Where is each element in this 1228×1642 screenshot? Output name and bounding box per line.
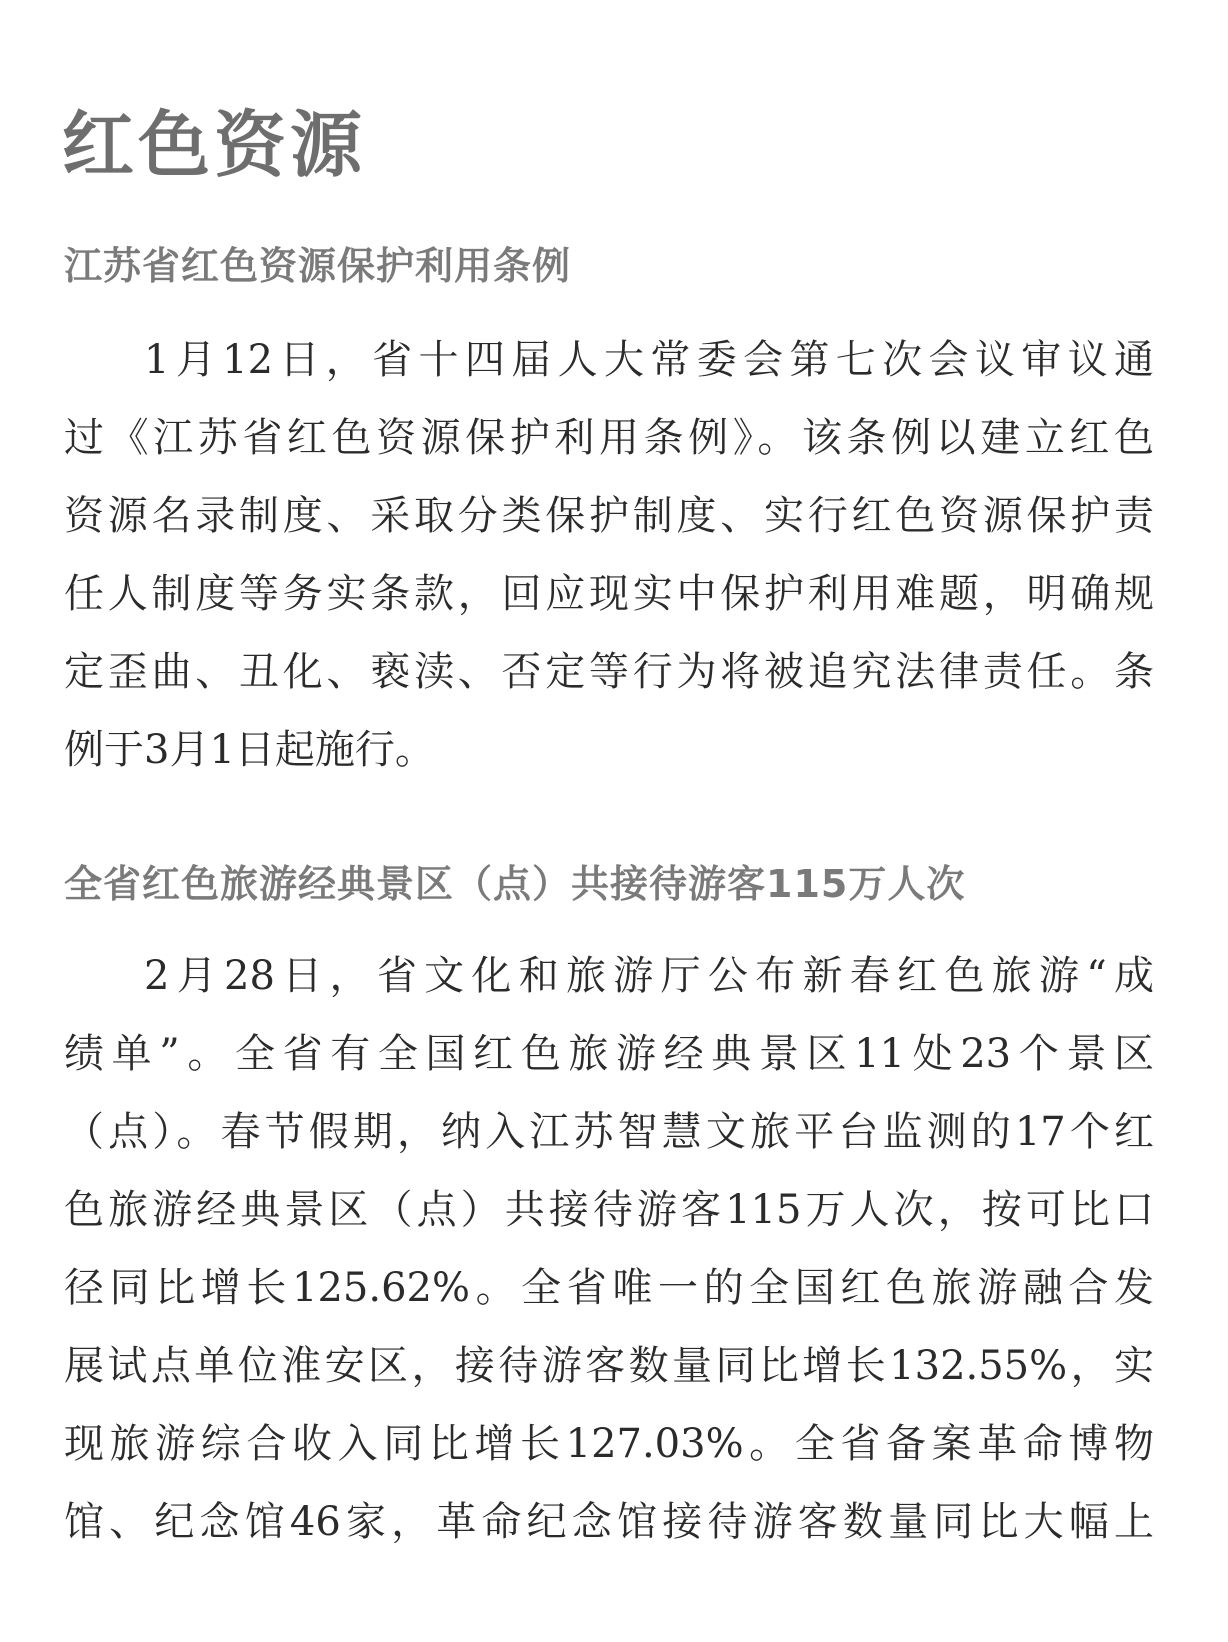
paragraph-line: （点）。春节假期，纳入江苏智慧文旅平台监测的17个红 bbox=[64, 1109, 1154, 1155]
paragraph-line: 例于3月1日起施行。 bbox=[64, 727, 435, 773]
paragraph-line: 现旅游综合收入同比增长127.03%。全省备案革命博物 bbox=[64, 1421, 1154, 1467]
paragraph-line: 1月12日，省十四届人大常委会第七次会议审议通 bbox=[144, 337, 1154, 383]
paragraph-line: 资源名录制度、采取分类保护制度、实行红色资源保护责 bbox=[64, 493, 1154, 539]
paragraph-line: 过《江苏省红色资源保护利用条例》。该条例以建立红色 bbox=[64, 415, 1154, 461]
paragraph-line: 定歪曲、丑化、亵渎、否定等行为将被追究法律责任。条 bbox=[64, 649, 1154, 695]
paragraph-line: 绩单”。全省有全国红色旅游经典景区11处23个景区 bbox=[64, 1031, 1154, 1077]
section-heading-regulation: 江苏省红色资源保护利用条例 bbox=[64, 244, 572, 288]
paragraph-line: 展试点单位淮安区，接待游客数量同比增长132.55%，实 bbox=[64, 1343, 1154, 1389]
paragraph-line: 馆、纪念馆46家，革命纪念馆接待游客数量同比大幅上 bbox=[64, 1499, 1154, 1545]
paragraph-line: 任人制度等务实条款，回应现实中保护利用难题，明确规 bbox=[64, 571, 1154, 617]
paragraph-line: 2月28日，省文化和旅游厅公布新春红色旅游“成 bbox=[144, 953, 1154, 999]
paragraph-line: 色旅游经典景区（点）共接待游客115万人次，按可比口 bbox=[64, 1187, 1154, 1233]
section-heading-tourism: 全省红色旅游经典景区（点）共接待游客115万人次 bbox=[64, 862, 966, 906]
page-title: 红色资源 bbox=[62, 103, 367, 187]
paragraph-line: 径同比增长125.62%。全省唯一的全国红色旅游融合发 bbox=[64, 1265, 1154, 1311]
